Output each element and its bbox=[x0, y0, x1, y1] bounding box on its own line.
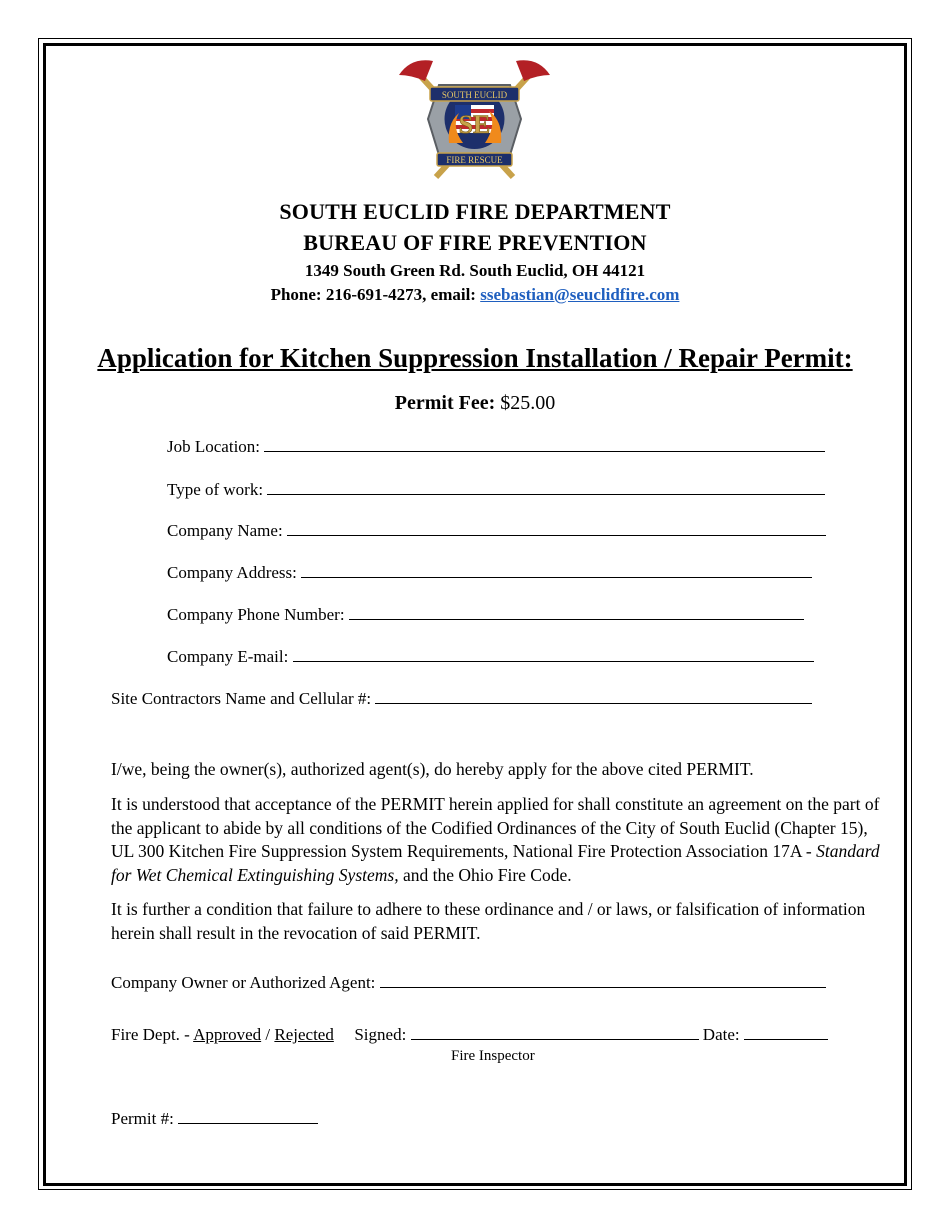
company-name-line[interactable] bbox=[287, 521, 826, 536]
logo-top-text: SOUTH EUCLID bbox=[441, 90, 508, 100]
job-location-field[interactable] bbox=[167, 437, 825, 457]
paragraph-agreement bbox=[111, 793, 881, 887]
bureau-heading: BUREAU OF FIRE PREVENTION bbox=[303, 230, 647, 255]
paragraph-condition: It is further a condition that failure to adhere to these ordinance and / or laws, or falsification of information herein shall result in the revocation of said PERMIT. bbox=[111, 899, 866, 943]
company-address-line[interactable] bbox=[301, 563, 812, 578]
contact-line bbox=[0, 285, 950, 305]
company-name-field[interactable] bbox=[167, 521, 826, 541]
type-of-work-label: Type of work: bbox=[167, 480, 264, 499]
company-phone-label: Company Phone Number: bbox=[167, 605, 345, 624]
fee-label: Permit Fee: bbox=[394, 392, 496, 414]
fire-rescue-badge-icon bbox=[393, 55, 556, 183]
fire-dept-row bbox=[111, 1025, 828, 1045]
owner-label: Company Owner or Authorized Agent: bbox=[111, 973, 376, 992]
rejected-option[interactable]: Rejected bbox=[274, 1025, 334, 1044]
company-email-field[interactable] bbox=[167, 647, 814, 667]
department-heading: SOUTH EUCLID FIRE DEPARTMENT bbox=[279, 199, 671, 224]
agreement-text: It is understood that acceptance of the PERMIT herein applied for shall constitute an agreement on the part of the applicant to abide by all conditions of the Codified Ordinances of the City of South Euclid (Chapter 15), UL 300 Kitchen Fire Suppression System Requirements, National Fire Protection Association 17A - bbox=[111, 794, 880, 861]
job-location-line[interactable] bbox=[264, 437, 825, 452]
fire-dept-label: Fire Dept. - bbox=[111, 1025, 190, 1044]
permit-number-label: Permit #: bbox=[111, 1109, 174, 1128]
email-link[interactable]: ssebastian@seuclidfire.com bbox=[480, 285, 680, 304]
company-phone-line[interactable] bbox=[349, 605, 804, 620]
fire-inspector-caption: Fire Inspector bbox=[451, 1048, 535, 1064]
site-contractors-line[interactable] bbox=[375, 689, 812, 704]
permit-fee bbox=[0, 392, 950, 415]
type-of-work-line[interactable] bbox=[267, 480, 825, 495]
permit-number-line[interactable] bbox=[178, 1109, 318, 1124]
date-label: Date: bbox=[702, 1025, 740, 1044]
form-title: Application for Kitchen Suppression Installation / Repair Permit: bbox=[97, 343, 853, 373]
paragraph-apply: I/we, being the owner(s), authorized agent(s), do hereby apply for the above cited PERMIT. bbox=[111, 759, 754, 779]
company-email-label: Company E-mail: bbox=[167, 647, 289, 666]
site-contractors-field[interactable] bbox=[111, 689, 812, 709]
company-phone-field[interactable] bbox=[167, 605, 804, 625]
company-address-label: Company Address: bbox=[167, 563, 297, 582]
date-line[interactable] bbox=[744, 1025, 828, 1040]
fee-value: $25.00 bbox=[500, 392, 556, 414]
company-name-label: Company Name: bbox=[167, 521, 283, 540]
job-location-label: Job Location: bbox=[167, 437, 261, 456]
owner-signature-line[interactable] bbox=[380, 973, 826, 988]
company-address-field[interactable] bbox=[167, 563, 812, 583]
type-of-work-field[interactable] bbox=[167, 480, 825, 500]
inspector-signature-line[interactable] bbox=[411, 1025, 699, 1040]
owner-signature-field[interactable] bbox=[111, 973, 826, 993]
logo-bottom-text: FIRE RESCUE bbox=[446, 155, 503, 165]
site-contractors-label: Site Contractors Name and Cellular #: bbox=[111, 689, 372, 708]
address-line: 1349 South Green Rd. South Euclid, OH 44121 bbox=[304, 261, 646, 280]
agreement-end: and the Ohio Fire Code. bbox=[398, 864, 572, 885]
contact-prefix: Phone: 216-691-4273, email: bbox=[270, 285, 481, 304]
signed-label: Signed: bbox=[354, 1025, 407, 1044]
permit-number-field[interactable] bbox=[111, 1109, 318, 1129]
approved-rejected-separator: / bbox=[265, 1025, 271, 1044]
approved-option[interactable]: Approved bbox=[193, 1025, 262, 1044]
company-email-line[interactable] bbox=[293, 647, 814, 662]
agreement-standard: Standard for Wet Chemical Extinguishing Systems, bbox=[111, 841, 880, 885]
logo-monogram: SE bbox=[458, 110, 491, 139]
